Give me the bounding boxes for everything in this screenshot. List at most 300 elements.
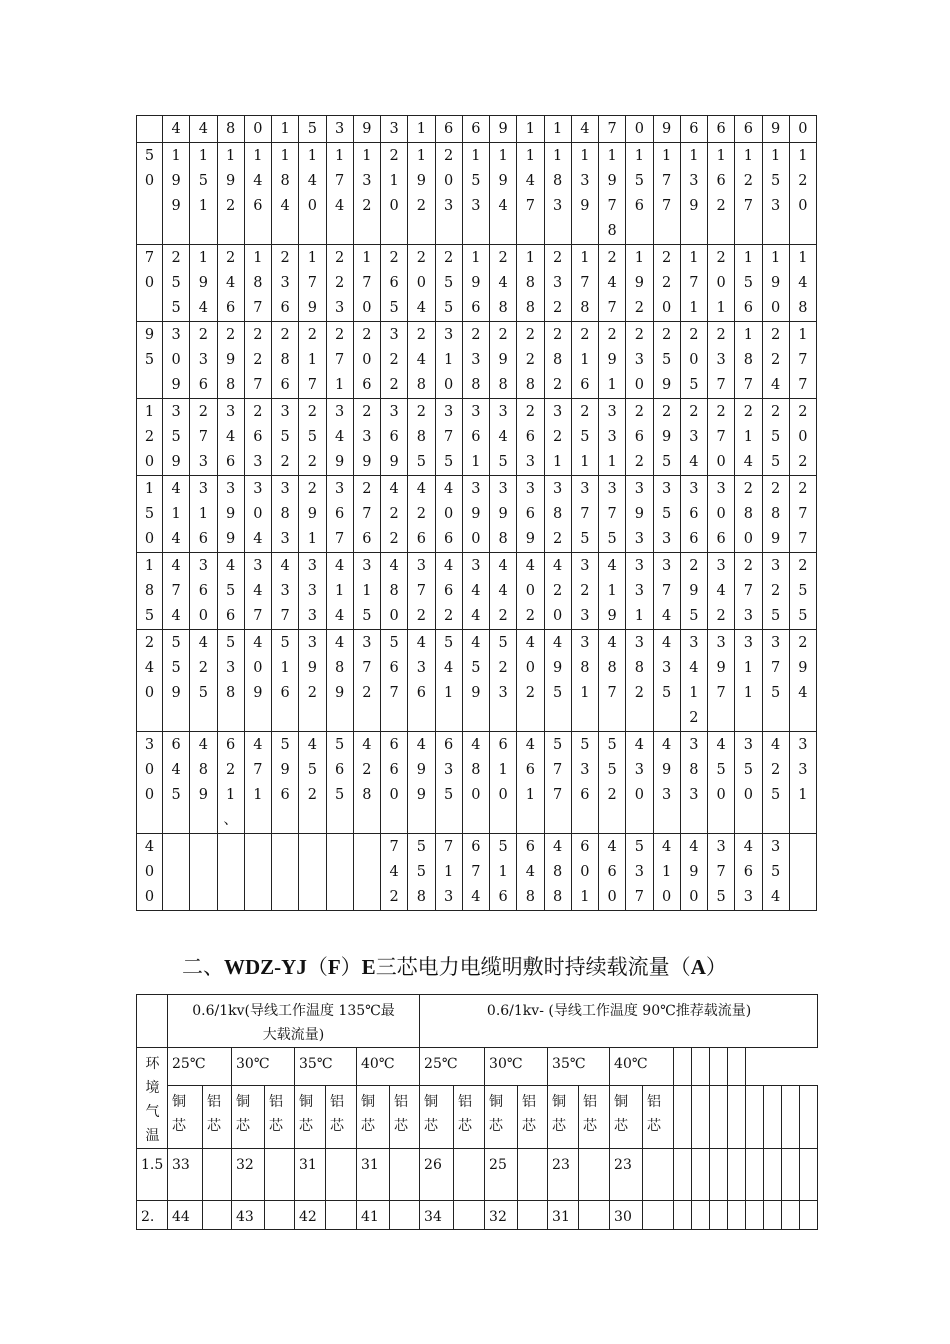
table-cell <box>762 553 789 630</box>
cell-value: 4 2 5 <box>198 635 208 701</box>
aluminum-core-header <box>579 1085 610 1148</box>
cell-value: 2 4 8 <box>416 327 426 393</box>
cell-value: 3 5 0 <box>743 737 753 803</box>
table-header-row <box>137 1085 818 1148</box>
cell-value: 2 7 0 <box>716 404 726 470</box>
empty-cell <box>692 1048 710 1086</box>
header-group-90: 0.6/1kv- (导线工作温度 90℃推荐载流量) <box>420 995 818 1048</box>
table-cell <box>789 732 816 834</box>
cell-value: 2 7 3 <box>198 404 208 470</box>
cell-value: 2 0 1 <box>716 250 726 316</box>
table-cell <box>626 834 653 911</box>
cell-value: 3 8 2 <box>553 481 563 547</box>
table-cell <box>244 116 271 143</box>
cell-value: 3 1 5 <box>362 558 372 624</box>
table-row <box>137 143 817 245</box>
cell-value: 2 4 6 <box>226 250 236 316</box>
table-cell <box>435 143 462 245</box>
table-cell <box>680 116 707 143</box>
cell-value: 3 6 7 <box>335 481 345 547</box>
table-row <box>137 1149 818 1201</box>
cell-value: 4 3 6 <box>416 635 426 701</box>
cell-value: 2 4 8 <box>498 250 508 316</box>
table-cell <box>490 732 517 834</box>
table-cell <box>490 630 517 732</box>
table-cell <box>435 834 462 911</box>
table-cell <box>299 732 326 834</box>
section-heading: 二、WDZ-YJ（F）E三芯电力电缆明敷时持续载流量（A） <box>182 955 727 979</box>
table-cell <box>381 476 408 553</box>
table-cell <box>435 553 462 630</box>
copper-value: 31 <box>357 1149 390 1201</box>
table-cell <box>353 834 380 911</box>
cell-value: 9 <box>662 121 672 137</box>
cell-value: 4 2 8 <box>362 737 372 803</box>
cell-value: 4 5 9 <box>471 635 481 701</box>
empty-cell <box>710 1048 728 1086</box>
table-cell <box>381 630 408 732</box>
cross-section-cell <box>137 322 163 399</box>
cross-section-cell <box>137 245 163 322</box>
corner-cell <box>137 995 168 1048</box>
table-cell <box>462 553 489 630</box>
table-cell <box>408 116 435 143</box>
table-cell <box>272 245 299 322</box>
table-cell <box>299 143 326 245</box>
aluminum-value <box>203 1149 232 1201</box>
cell-value: 3 7 2 <box>416 558 426 624</box>
table-cell <box>544 834 571 911</box>
table-cell <box>517 834 544 911</box>
table-cell <box>626 630 653 732</box>
table-cell <box>599 834 626 911</box>
table-cell <box>680 732 707 834</box>
cell-value: 2 7 1 <box>335 327 345 393</box>
table-cell <box>490 553 517 630</box>
cell-value: 1 3 2 <box>362 148 372 214</box>
cell-value: 3 2 2 <box>389 327 399 393</box>
cell-value: 4 2 6 <box>416 481 426 547</box>
header-group-135: 0.6/1kv(导线工作温度 135℃最大载流量) <box>168 995 420 1048</box>
table-row <box>137 1201 818 1230</box>
cell-value: 1 8 3 <box>553 148 563 214</box>
empty-cell <box>800 1149 818 1201</box>
table-cell <box>490 399 517 476</box>
table-cell <box>762 476 789 553</box>
cell-value: 2 1 6 <box>580 327 590 393</box>
cross-section-cell <box>137 630 163 732</box>
cell-value: 3 <box>335 121 345 137</box>
table-cell <box>789 116 816 143</box>
table-cell <box>381 245 408 322</box>
table-cell <box>326 245 353 322</box>
cell-value: 0 <box>634 121 644 137</box>
table-cell <box>190 143 217 245</box>
empty-cell <box>764 1085 782 1148</box>
empty-cell <box>710 1085 728 1148</box>
table-cell <box>381 116 408 143</box>
aluminum-value <box>579 1201 610 1230</box>
table-cell <box>217 322 244 399</box>
table-cell <box>299 322 326 399</box>
copper-core-text: 铜芯 <box>614 1093 629 1134</box>
table-cell <box>735 116 762 143</box>
table-cell <box>626 732 653 834</box>
table-cell <box>789 630 816 732</box>
cell-value: 4 5 2 <box>307 737 317 803</box>
cell-value: 2 9 1 <box>307 481 317 547</box>
table-cell <box>462 834 489 911</box>
table-cell <box>163 553 190 630</box>
table-cell <box>435 476 462 553</box>
cell-value: 4 <box>580 121 590 137</box>
table-cell <box>680 143 707 245</box>
aluminum-core-text: 铝芯 <box>394 1093 408 1134</box>
empty-cell <box>710 1201 728 1230</box>
temp-header: 30℃ <box>232 1048 295 1086</box>
table-cell <box>217 630 244 732</box>
table-cell <box>571 834 598 911</box>
cross-section-label: 7 0 <box>144 250 155 291</box>
cell-value: 4 2 5 <box>771 737 781 803</box>
cell-value: 1 7 9 <box>307 250 317 316</box>
table-cell <box>490 476 517 553</box>
cell-value: 1 9 7 8 <box>607 148 617 239</box>
cross-section-cell <box>137 553 163 630</box>
cell-value: 1 7 0 <box>362 250 372 316</box>
cell-value: 2 3 9 <box>362 404 372 470</box>
table-cell <box>190 732 217 834</box>
aluminum-core-header <box>518 1085 548 1148</box>
table-cell <box>163 245 190 322</box>
copper-value: 32 <box>232 1149 265 1201</box>
cell-value: 2 9 1 <box>607 327 617 393</box>
table-cell <box>735 143 762 245</box>
cell-value: 2 2 7 <box>253 327 263 393</box>
cell-value: 3 9 7 <box>716 635 726 701</box>
table-cell <box>653 476 680 553</box>
table-cell <box>571 553 598 630</box>
cell-value: 6 <box>471 121 481 137</box>
cell-value: 2 9 5 <box>689 558 699 624</box>
table-cell <box>490 322 517 399</box>
cell-value: 3 <box>389 121 399 137</box>
temp-header: 35℃ <box>548 1048 610 1086</box>
table-cell <box>163 476 190 553</box>
cell-value: 3 6 9 <box>389 404 399 470</box>
empty-cell <box>692 1085 710 1148</box>
cell-value: 1 9 2 <box>226 148 236 214</box>
table-cell <box>217 143 244 245</box>
cell-value: 2 6 5 <box>389 250 399 316</box>
empty-cell <box>746 1149 764 1201</box>
table-cell <box>626 245 653 322</box>
cell-value: 2 9 8 <box>498 327 508 393</box>
cell-value: 3 4 5 <box>498 404 508 470</box>
cell-value: 4 1 0 <box>662 839 672 905</box>
copper-value: 34 <box>420 1201 454 1230</box>
cell-value: 4 7 4 <box>171 558 181 624</box>
cell-value: 4 6 2 <box>444 558 454 624</box>
cell-value: 2 5 9 <box>662 327 672 393</box>
table-row <box>137 732 817 834</box>
table-cell <box>326 322 353 399</box>
table-cell <box>789 553 816 630</box>
cross-section-cell <box>137 116 163 143</box>
cell-value: 1 9 2 <box>416 148 426 214</box>
cell-value: 2 3 7 <box>716 327 726 393</box>
cell-value: 3 8 3 <box>689 737 699 803</box>
cell-value: 2 5 5 <box>444 250 454 316</box>
cell-value: 4 9 0 <box>689 839 699 905</box>
cell-value: 4 0 2 <box>525 558 535 624</box>
empty-cell <box>674 1201 692 1230</box>
table-cell <box>462 476 489 553</box>
cell-value: 2 5 5 <box>171 250 181 316</box>
cell-value: 2 8 2 <box>553 327 563 393</box>
cell-value: 3 2 3 <box>580 558 590 624</box>
cell-value: 1 5 6 <box>634 148 644 214</box>
table-cell <box>653 834 680 911</box>
copper-core-header <box>548 1085 579 1148</box>
table-cell <box>244 553 271 630</box>
table-cell <box>544 553 571 630</box>
table-cell <box>435 399 462 476</box>
table-cell <box>299 116 326 143</box>
empty-cell <box>800 1201 818 1230</box>
cell-value: 4 8 8 <box>553 839 563 905</box>
copper-core-header <box>357 1085 390 1148</box>
ambient-char: 温 <box>145 1128 160 1144</box>
table-cell <box>217 116 244 143</box>
cross-section-label: 2. <box>137 1201 168 1230</box>
copper-core-text: 铜芯 <box>552 1093 567 1134</box>
cell-value: 1 7 7 <box>798 327 808 393</box>
cell-value: 2 3 6 <box>280 250 290 316</box>
cell-value: 3 7 5 <box>716 839 726 905</box>
empty-cell <box>746 1201 764 1230</box>
table-cell <box>708 553 735 630</box>
cell-value: 4 8 7 <box>607 635 617 701</box>
cross-section-cell <box>137 834 163 911</box>
table-cell <box>517 322 544 399</box>
aluminum-core-text: 铝芯 <box>522 1093 537 1134</box>
table-cell <box>272 143 299 245</box>
table-cell <box>571 322 598 399</box>
table-cell <box>626 322 653 399</box>
cell-value: 1 9 2 <box>634 250 644 316</box>
table-cell <box>244 476 271 553</box>
empty-cell <box>800 1085 818 1148</box>
cell-value: 6 7 4 <box>471 839 481 905</box>
cell-value: 4 9 9 <box>416 737 426 803</box>
table-cell <box>435 245 462 322</box>
table-cell <box>326 834 353 911</box>
table-cell <box>762 143 789 245</box>
cell-value: 4 <box>198 121 208 137</box>
table-cell <box>408 553 435 630</box>
cell-value: 3 2 1 <box>553 404 563 470</box>
table-cell <box>272 553 299 630</box>
copper-value: 33 <box>168 1149 203 1201</box>
cell-value: 1 9 0 <box>771 250 781 316</box>
table-cell <box>244 322 271 399</box>
table-cell <box>381 399 408 476</box>
temp-header: 25℃ <box>420 1048 485 1086</box>
cell-value: 2 3 2 <box>553 250 563 316</box>
cell-value: 6 <box>743 121 753 137</box>
table-cell <box>626 476 653 553</box>
copper-value: 42 <box>295 1201 326 1230</box>
table-cell <box>735 834 762 911</box>
cross-section-cell <box>137 399 163 476</box>
cell-value: 7 <box>607 121 617 137</box>
table-cell <box>272 116 299 143</box>
table-row <box>137 834 817 911</box>
ambient-char: 环 <box>145 1056 160 1072</box>
table-cell <box>789 476 816 553</box>
table-cell <box>462 322 489 399</box>
cell-value: 3 4 6 <box>226 404 236 470</box>
cell-value: 1 8 4 <box>280 148 290 214</box>
table-cell <box>217 553 244 630</box>
table-cell <box>408 630 435 732</box>
cell-value: 4 3 5 <box>662 635 672 701</box>
aluminum-value <box>454 1201 485 1230</box>
table-cell <box>789 143 816 245</box>
cell-value: 4 3 0 <box>634 737 644 803</box>
cell-value: 1 8 7 <box>743 327 753 393</box>
table-cell <box>190 834 217 911</box>
cell-value: 2 0 3 <box>444 148 454 214</box>
cell-value: 3 2 5 <box>771 558 781 624</box>
table-cell <box>599 116 626 143</box>
cell-value: 3 5 9 <box>171 404 181 470</box>
cell-value: 2 5 1 <box>580 404 590 470</box>
table-cell <box>680 834 707 911</box>
cell-value: 2 8 9 <box>771 481 781 547</box>
table-cell <box>653 245 680 322</box>
cell-value: 2 8 0 <box>743 481 753 547</box>
empty-cell <box>728 1149 746 1201</box>
aluminum-value <box>390 1201 420 1230</box>
table-cell <box>353 245 380 322</box>
cell-value: 5 4 1 <box>444 635 454 701</box>
cell-value: 3 6 6 <box>689 481 699 547</box>
table-cell <box>163 143 190 245</box>
cell-value: 4 2 0 <box>553 558 563 624</box>
table-cell <box>381 143 408 245</box>
cell-value: 4 7 1 <box>253 737 263 803</box>
cell-value: 5 1 6 <box>498 839 508 905</box>
table-cell <box>626 143 653 245</box>
cell-value: 3 8 2 <box>634 635 644 701</box>
table-cell <box>163 834 190 911</box>
aluminum-core-text: 铝芯 <box>330 1093 344 1134</box>
copper-value: 31 <box>295 1149 326 1201</box>
table-row <box>137 476 817 553</box>
table-cell <box>762 322 789 399</box>
table-cell <box>490 834 517 911</box>
cell-value: 4 2 2 <box>389 481 399 547</box>
table-cell <box>381 732 408 834</box>
cell-value: 5 7 7 <box>553 737 563 803</box>
aluminum-value <box>203 1201 232 1230</box>
table-cell <box>680 399 707 476</box>
cell-value: 4 6 3 <box>743 839 753 905</box>
cross-section-label: 1 5 0 <box>144 481 155 547</box>
table-cell <box>680 476 707 553</box>
table-cell <box>190 553 217 630</box>
cell-value: 5 2 3 <box>498 635 508 701</box>
empty-cell <box>692 1201 710 1230</box>
cell-value: 1 7 4 <box>335 148 345 214</box>
cell-value: 3 3 1 <box>634 558 644 624</box>
ambient-temp-label <box>137 1048 168 1149</box>
cell-value: 5 3 7 <box>634 839 644 905</box>
table-cell <box>163 116 190 143</box>
table-cell <box>599 143 626 245</box>
cell-value: 5 5 2 <box>607 737 617 803</box>
wdz-yjfe-ampacity-table <box>136 994 818 1230</box>
table-cell <box>762 399 789 476</box>
cell-value: 4 9 3 <box>662 737 672 803</box>
table-cell <box>353 630 380 732</box>
cell-value: 1 9 4 <box>198 250 208 316</box>
table-cell <box>299 399 326 476</box>
table-cell <box>326 630 353 732</box>
table-cell <box>462 399 489 476</box>
cell-value: 1 7 7 <box>662 148 672 214</box>
cell-value: 5 6 7 <box>389 635 399 701</box>
aluminum-core-header <box>643 1085 674 1148</box>
cell-value: 6 2 1 、 <box>223 737 238 828</box>
empty-cell <box>674 1149 692 1201</box>
cell-value: 3 1 0 <box>444 327 454 393</box>
empty-cell <box>764 1149 782 1201</box>
cell-value: 2 0 6 <box>362 327 372 393</box>
cell-value: 2 7 3 <box>743 558 753 624</box>
cell-value: 3 7 5 <box>771 635 781 701</box>
cell-value: 2 5 5 <box>798 558 808 624</box>
table-cell <box>353 732 380 834</box>
empty-cell <box>782 1149 800 1201</box>
copper-value: 25 <box>485 1149 518 1201</box>
table-cell <box>353 553 380 630</box>
table-cell <box>626 399 653 476</box>
cross-section-label: 3 0 0 <box>144 737 155 803</box>
cell-value: 4 5 0 <box>716 737 726 803</box>
table-cell <box>190 116 217 143</box>
cell-value: 1 5 1 <box>198 148 208 214</box>
table-cell <box>490 143 517 245</box>
cell-value: 1 <box>525 121 535 137</box>
table-cell <box>762 245 789 322</box>
table-cell <box>490 116 517 143</box>
table-cell <box>435 630 462 732</box>
cell-value: 7 1 3 <box>444 839 454 905</box>
cell-value: 1 7 8 <box>580 250 590 316</box>
table-cell <box>708 630 735 732</box>
table-cell <box>462 245 489 322</box>
table-cell <box>244 245 271 322</box>
table-cell <box>680 322 707 399</box>
cell-value: 3 7 4 <box>662 558 672 624</box>
table-cell <box>217 476 244 553</box>
table-cell <box>353 322 380 399</box>
table-cell <box>599 553 626 630</box>
cell-value: 4 8 0 <box>471 737 481 803</box>
